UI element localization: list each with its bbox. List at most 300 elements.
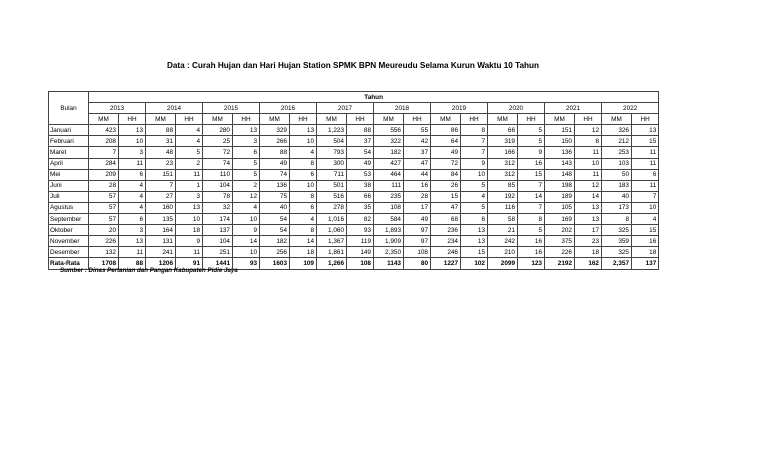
mm-cell: 74	[203, 158, 233, 169]
table-row	[49, 158, 659, 169]
mm-cell: 464	[374, 169, 404, 180]
hh-cell: 10	[176, 214, 203, 225]
mm-cell: 189	[545, 191, 575, 202]
hh-cell: 53	[347, 169, 374, 180]
mm-cell: 173	[602, 202, 632, 213]
mm-cell: 711	[317, 169, 347, 180]
table-row	[49, 214, 659, 225]
mm-cell: 312	[488, 169, 518, 180]
hh-cell: 15	[461, 247, 488, 258]
hh-cell: 18	[290, 247, 317, 258]
mm-cell: 241	[146, 247, 176, 258]
mm-cell: 74	[260, 169, 290, 180]
hh-cell: 11	[632, 147, 659, 158]
table-row	[49, 136, 659, 147]
hh-cell: 44	[404, 169, 431, 180]
hh-cell: 18	[632, 247, 659, 258]
mm-cell: 210	[488, 247, 518, 258]
hh-cell: 10	[233, 247, 260, 258]
hh-cell: 8	[290, 225, 317, 236]
mm-cell: 266	[260, 136, 290, 147]
hh-cell: 18	[176, 225, 203, 236]
bulan-header: Bulan	[49, 92, 89, 125]
mm-header: MM	[317, 114, 347, 125]
month-label: Januari	[49, 125, 89, 136]
hh-cell: 7	[461, 136, 488, 147]
mm-cell: 54	[260, 225, 290, 236]
hh-cell: 16	[518, 158, 545, 169]
hh-cell: 8	[290, 158, 317, 169]
hh-header: HH	[347, 114, 374, 125]
hh-cell: 38	[347, 180, 374, 191]
mm-cell: 2,350	[374, 247, 404, 258]
mm-cell: 151	[146, 169, 176, 180]
tahun-header: Tahun	[89, 92, 659, 103]
month-label: Rata-Rata	[49, 258, 89, 269]
header-row-tahun	[49, 92, 659, 103]
mm-cell: 143	[545, 158, 575, 169]
mm-cell: 284	[89, 158, 119, 169]
mm-cell: 278	[317, 202, 347, 213]
hh-cell: 8	[518, 214, 545, 225]
table-row	[49, 147, 659, 158]
mm-cell: 25	[203, 136, 233, 147]
month-label: September	[49, 214, 89, 225]
mm-cell: 151	[545, 125, 575, 136]
hh-cell: 5	[518, 125, 545, 136]
hh-cell: 13	[575, 202, 602, 213]
mm-cell: 136	[260, 180, 290, 191]
mm-cell: 50	[602, 169, 632, 180]
mm-cell: 584	[374, 214, 404, 225]
mm-cell: 88	[260, 147, 290, 158]
hh-cell: 42	[404, 136, 431, 147]
mm-cell: 49	[260, 158, 290, 169]
mm-cell: 23	[146, 158, 176, 169]
mm-cell: 108	[374, 202, 404, 213]
mm-header: MM	[488, 114, 518, 125]
mm-header: MM	[374, 114, 404, 125]
hh-cell: 28	[404, 191, 431, 202]
mm-cell: 58	[488, 214, 518, 225]
mm-header: MM	[545, 114, 575, 125]
hh-cell: 88	[347, 125, 374, 136]
mm-cell: 1143	[374, 258, 404, 269]
hh-cell: 10	[575, 158, 602, 169]
hh-cell: 6	[233, 147, 260, 158]
hh-cell: 13	[575, 214, 602, 225]
hh-cell: 14	[575, 191, 602, 202]
table-row	[49, 202, 659, 213]
hh-cell: 149	[347, 247, 374, 258]
hh-cell: 6	[632, 169, 659, 180]
hh-cell: 119	[347, 236, 374, 247]
hh-cell: 4	[119, 180, 146, 191]
mm-cell: 164	[146, 225, 176, 236]
mm-cell: 66	[488, 125, 518, 136]
mm-cell: 169	[545, 214, 575, 225]
mm-cell: 1206	[146, 258, 176, 269]
hh-cell: 162	[575, 258, 602, 269]
mm-cell: 192	[488, 191, 518, 202]
hh-cell: 14	[233, 236, 260, 247]
hh-cell: 4	[632, 214, 659, 225]
hh-cell: 123	[518, 258, 545, 269]
hh-cell: 2	[176, 158, 203, 169]
mm-cell: 148	[545, 169, 575, 180]
hh-cell: 11	[176, 247, 203, 258]
mm-cell: 516	[317, 191, 347, 202]
hh-cell: 5	[461, 202, 488, 213]
hh-cell: 3	[119, 147, 146, 158]
hh-cell: 1	[176, 180, 203, 191]
mm-cell: 198	[545, 180, 575, 191]
mm-cell: 253	[602, 147, 632, 158]
mm-cell: 235	[374, 191, 404, 202]
hh-cell: 6	[290, 202, 317, 213]
mm-cell: 75	[260, 191, 290, 202]
hh-cell: 16	[632, 236, 659, 247]
table-row	[49, 225, 659, 236]
hh-cell: 4	[176, 125, 203, 136]
mm-cell: 1,266	[317, 258, 347, 269]
mm-cell: 137	[203, 225, 233, 236]
mm-cell: 160	[146, 202, 176, 213]
hh-header: HH	[290, 114, 317, 125]
mm-cell: 7	[146, 180, 176, 191]
mm-cell: 57	[89, 214, 119, 225]
hh-cell: 5	[176, 147, 203, 158]
hh-cell: 8	[461, 125, 488, 136]
mm-cell: 54	[260, 214, 290, 225]
mm-cell: 132	[89, 247, 119, 258]
mm-cell: 47	[431, 202, 461, 213]
mm-cell: 325	[602, 225, 632, 236]
hh-cell: 13	[233, 125, 260, 136]
hh-cell: 14	[290, 236, 317, 247]
mm-header: MM	[260, 114, 290, 125]
header-row-years	[49, 103, 659, 114]
hh-cell: 109	[290, 258, 317, 269]
hh-cell: 11	[119, 158, 146, 169]
mm-cell: 174	[203, 214, 233, 225]
hh-header: HH	[404, 114, 431, 125]
hh-cell: 55	[404, 125, 431, 136]
mm-cell: 326	[602, 125, 632, 136]
hh-cell: 5	[233, 158, 260, 169]
year-header: 2021	[545, 103, 602, 114]
mm-cell: 27	[146, 191, 176, 202]
month-label: Maret	[49, 147, 89, 158]
hh-cell: 4	[290, 147, 317, 158]
mm-cell: 31	[146, 136, 176, 147]
mm-cell: 85	[488, 180, 518, 191]
month-label: Desember	[49, 247, 89, 258]
hh-cell: 88	[119, 258, 146, 269]
mm-cell: 208	[89, 136, 119, 147]
mm-cell: 300	[317, 158, 347, 169]
table-row	[49, 125, 659, 136]
hh-cell: 11	[575, 147, 602, 158]
hh-cell: 54	[347, 147, 374, 158]
mm-cell: 256	[260, 247, 290, 258]
mm-cell: 40	[260, 202, 290, 213]
year-header: 2015	[203, 103, 260, 114]
hh-cell: 2	[233, 180, 260, 191]
mm-cell: 182	[260, 236, 290, 247]
mm-cell: 21	[488, 225, 518, 236]
mm-cell: 88	[146, 125, 176, 136]
hh-header: HH	[233, 114, 260, 125]
mm-cell: 1,909	[374, 236, 404, 247]
mm-cell: 15	[431, 191, 461, 202]
hh-cell: 10	[290, 180, 317, 191]
mm-cell: 7	[89, 147, 119, 158]
hh-cell: 35	[347, 202, 374, 213]
mm-cell: 556	[374, 125, 404, 136]
rainfall-table	[48, 91, 659, 270]
mm-cell: 226	[545, 247, 575, 258]
hh-cell: 10	[119, 136, 146, 147]
mm-cell: 68	[431, 214, 461, 225]
hh-cell: 10	[461, 169, 488, 180]
hh-cell: 108	[404, 247, 431, 258]
year-header: 2017	[317, 103, 374, 114]
hh-cell: 108	[347, 258, 374, 269]
mm-cell: 359	[602, 236, 632, 247]
mm-header: MM	[203, 114, 233, 125]
table-row	[49, 236, 659, 247]
month-label: November	[49, 236, 89, 247]
mm-cell: 40	[602, 191, 632, 202]
hh-cell: 11	[632, 180, 659, 191]
hh-cell: 11	[575, 169, 602, 180]
mm-cell: 319	[488, 136, 518, 147]
hh-cell: 4	[290, 214, 317, 225]
mm-cell: 72	[431, 158, 461, 169]
mm-cell: 20	[89, 225, 119, 236]
mm-cell: 104	[203, 180, 233, 191]
hh-cell: 9	[176, 236, 203, 247]
hh-cell: 16	[404, 180, 431, 191]
hh-cell: 17	[575, 225, 602, 236]
hh-cell: 37	[347, 136, 374, 147]
mm-cell: 26	[431, 180, 461, 191]
mm-cell: 8	[602, 214, 632, 225]
hh-cell: 16	[518, 247, 545, 258]
hh-cell: 13	[632, 125, 659, 136]
hh-cell: 4	[119, 191, 146, 202]
mm-cell: 111	[374, 180, 404, 191]
mm-cell: 110	[203, 169, 233, 180]
hh-cell: 15	[632, 225, 659, 236]
mm-cell: 236	[431, 225, 461, 236]
mm-cell: 136	[545, 147, 575, 158]
mm-cell: 105	[545, 202, 575, 213]
hh-header: HH	[176, 114, 203, 125]
mm-cell: 234	[431, 236, 461, 247]
mm-cell: 57	[89, 202, 119, 213]
hh-cell: 18	[575, 247, 602, 258]
hh-cell: 91	[176, 258, 203, 269]
hh-cell: 10	[233, 214, 260, 225]
hh-cell: 7	[518, 202, 545, 213]
month-label: Juni	[49, 180, 89, 191]
mm-header: MM	[602, 114, 632, 125]
table-row	[49, 247, 659, 258]
hh-cell: 3	[176, 191, 203, 202]
hh-cell: 11	[119, 247, 146, 258]
hh-cell: 12	[233, 191, 260, 202]
year-header: 2019	[431, 103, 488, 114]
hh-cell: 13	[119, 125, 146, 136]
mm-cell: 329	[260, 125, 290, 136]
hh-cell: 5	[518, 136, 545, 147]
mm-cell: 72	[203, 147, 233, 158]
mm-cell: 209	[89, 169, 119, 180]
hh-cell: 15	[632, 136, 659, 147]
mm-cell: 1603	[260, 258, 290, 269]
month-label: Juli	[49, 191, 89, 202]
month-label: April	[49, 158, 89, 169]
hh-header: HH	[119, 114, 146, 125]
hh-cell: 5	[518, 225, 545, 236]
hh-cell: 82	[347, 214, 374, 225]
hh-cell: 5	[461, 180, 488, 191]
month-label: Agustus	[49, 202, 89, 213]
mm-cell: 28	[89, 180, 119, 191]
mm-cell: 103	[602, 158, 632, 169]
hh-header: HH	[632, 114, 659, 125]
year-header: 2013	[89, 103, 146, 114]
hh-cell: 12	[575, 180, 602, 191]
hh-cell: 80	[404, 258, 431, 269]
mm-cell: 135	[146, 214, 176, 225]
month-label: Februari	[49, 136, 89, 147]
hh-cell: 23	[575, 236, 602, 247]
hh-cell: 8	[575, 136, 602, 147]
hh-cell: 14	[518, 191, 545, 202]
month-label: Oktober	[49, 225, 89, 236]
hh-cell: 5	[233, 169, 260, 180]
mm-cell: 793	[317, 147, 347, 158]
hh-cell: 37	[404, 147, 431, 158]
hh-cell: 4	[176, 136, 203, 147]
mm-cell: 1,861	[317, 247, 347, 258]
year-header: 2018	[374, 103, 431, 114]
mm-cell: 423	[89, 125, 119, 136]
mm-cell: 131	[146, 236, 176, 247]
hh-cell: 4	[119, 202, 146, 213]
header-row-units	[49, 114, 659, 125]
mm-cell: 242	[488, 236, 518, 247]
source-note: Sumber : Dinas Pertanian dan Pangan Kabupaten Pidie Jaya	[60, 267, 238, 274]
hh-cell: 13	[176, 202, 203, 213]
hh-cell: 9	[233, 225, 260, 236]
year-header: 2020	[488, 103, 545, 114]
mm-cell: 104	[203, 236, 233, 247]
mm-cell: 280	[203, 125, 233, 136]
hh-cell: 12	[575, 125, 602, 136]
mm-cell: 49	[431, 147, 461, 158]
hh-cell: 9	[518, 147, 545, 158]
mm-cell: 202	[545, 225, 575, 236]
hh-cell: 9	[461, 158, 488, 169]
mm-cell: 212	[602, 136, 632, 147]
hh-cell: 4	[461, 191, 488, 202]
mm-cell: 251	[203, 247, 233, 258]
hh-cell: 102	[461, 258, 488, 269]
table-row	[49, 191, 659, 202]
year-header: 2022	[602, 103, 659, 114]
mm-cell: 246	[431, 247, 461, 258]
hh-cell: 8	[290, 191, 317, 202]
mm-cell: 1,367	[317, 236, 347, 247]
hh-cell: 13	[119, 236, 146, 247]
mm-cell: 57	[89, 191, 119, 202]
mm-cell: 2192	[545, 258, 575, 269]
hh-cell: 11	[176, 169, 203, 180]
mm-cell: 150	[545, 136, 575, 147]
mm-cell: 325	[602, 247, 632, 258]
hh-cell: 13	[290, 125, 317, 136]
hh-header: HH	[575, 114, 602, 125]
hh-cell: 17	[404, 202, 431, 213]
mm-header: MM	[431, 114, 461, 125]
hh-cell: 49	[347, 158, 374, 169]
mm-cell: 183	[602, 180, 632, 191]
hh-cell: 97	[404, 225, 431, 236]
hh-cell: 97	[404, 236, 431, 247]
hh-cell: 7	[461, 147, 488, 158]
hh-cell: 49	[404, 214, 431, 225]
hh-cell: 7	[632, 191, 659, 202]
hh-cell: 47	[404, 158, 431, 169]
hh-cell: 13	[461, 236, 488, 247]
mm-cell: 322	[374, 136, 404, 147]
year-header: 2014	[146, 103, 203, 114]
year-header: 2016	[260, 103, 317, 114]
mm-cell: 501	[317, 180, 347, 191]
hh-cell: 6	[119, 169, 146, 180]
hh-cell: 4	[233, 202, 260, 213]
hh-header: HH	[461, 114, 488, 125]
hh-cell: 10	[290, 136, 317, 147]
mm-cell: 64	[431, 136, 461, 147]
hh-cell: 10	[632, 202, 659, 213]
hh-cell: 3	[119, 225, 146, 236]
mm-cell: 375	[545, 236, 575, 247]
mm-cell: 1227	[431, 258, 461, 269]
mm-cell: 166	[488, 147, 518, 158]
month-label: Mei	[49, 169, 89, 180]
hh-cell: 6	[290, 169, 317, 180]
mm-cell: 84	[431, 169, 461, 180]
hh-cell: 3	[233, 136, 260, 147]
mm-cell: 312	[488, 158, 518, 169]
hh-cell: 16	[518, 236, 545, 247]
hh-cell: 66	[347, 191, 374, 202]
hh-cell: 7	[518, 180, 545, 191]
mm-cell: 1,016	[317, 214, 347, 225]
hh-cell: 11	[632, 158, 659, 169]
hh-cell: 15	[518, 169, 545, 180]
mm-cell: 1708	[89, 258, 119, 269]
mm-cell: 427	[374, 158, 404, 169]
hh-cell: 6	[461, 214, 488, 225]
hh-cell: 13	[461, 225, 488, 236]
mm-cell: 86	[431, 125, 461, 136]
